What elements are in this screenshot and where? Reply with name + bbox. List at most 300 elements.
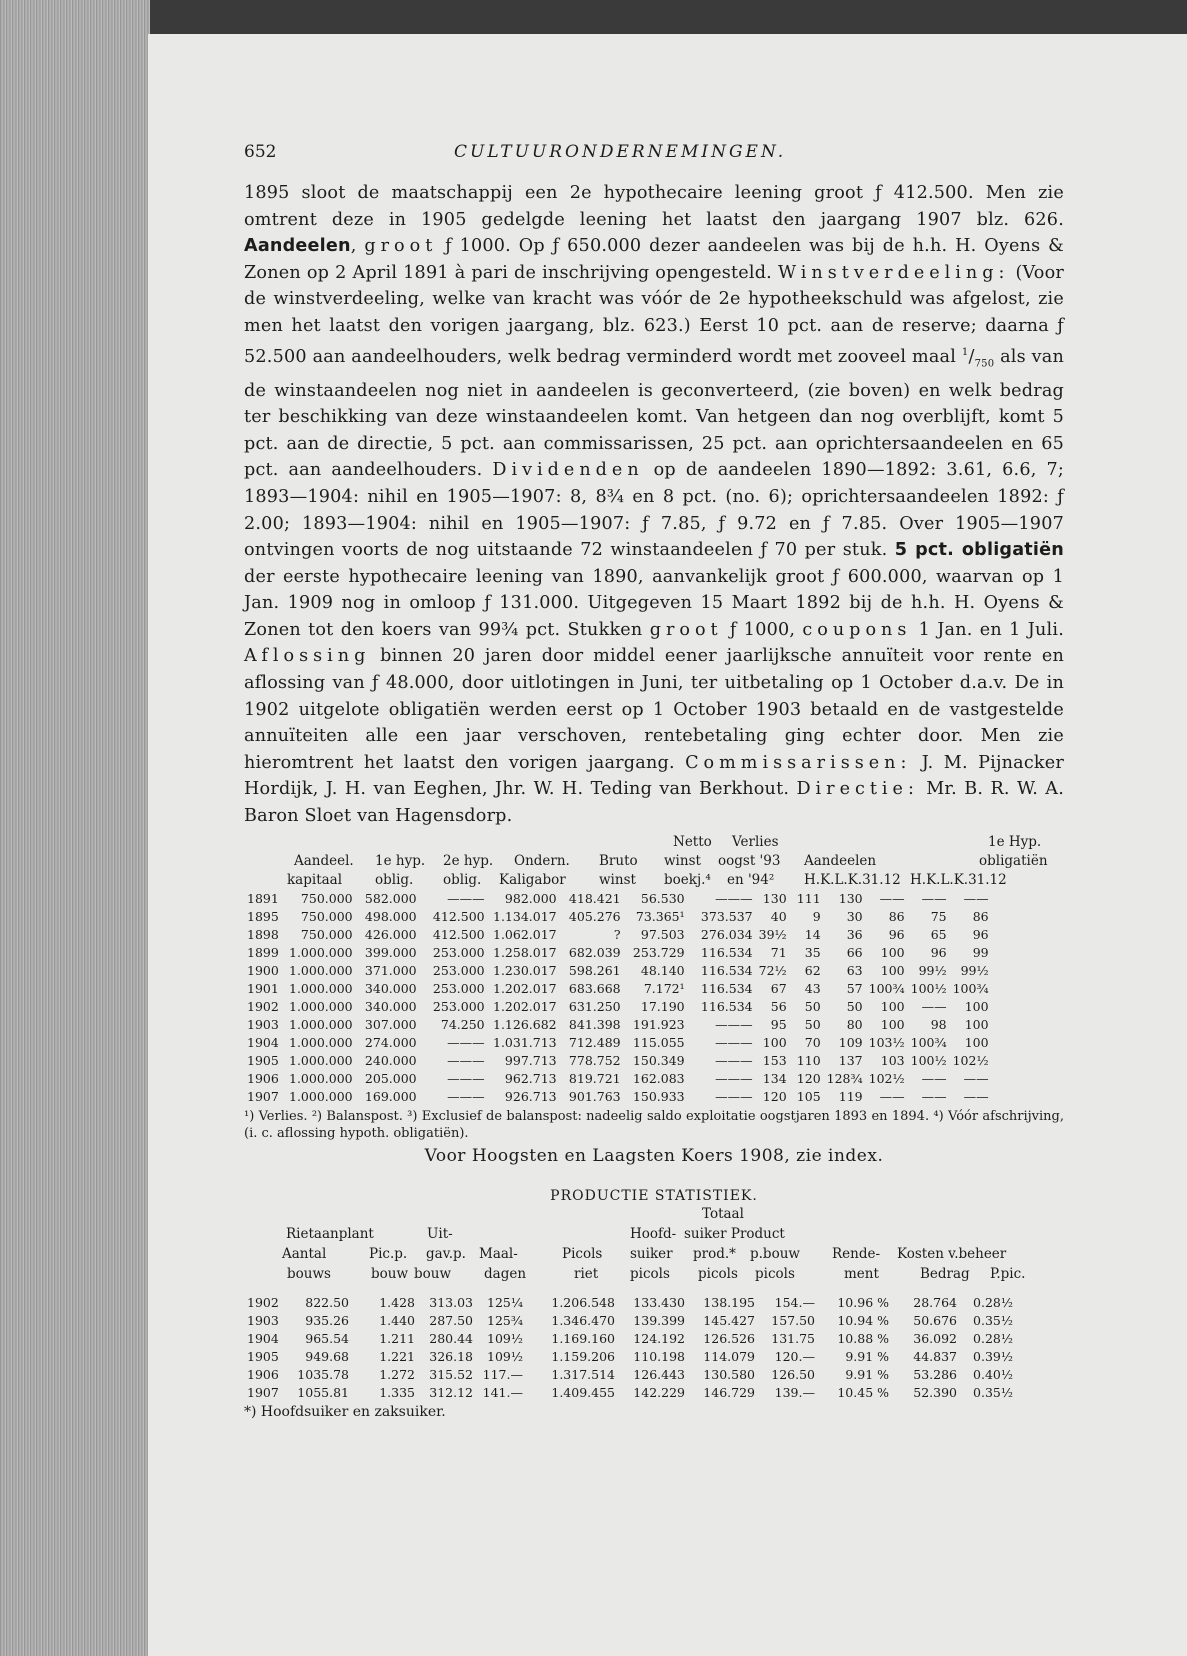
table-cell: 313.03 xyxy=(429,1294,473,1310)
table-cell: 65 xyxy=(930,926,947,942)
table-cell: 1.211 xyxy=(379,1330,415,1346)
table-cell: 819.721 xyxy=(568,1070,621,1086)
table-cell: 498.000 xyxy=(364,908,417,924)
table-cell: —— xyxy=(963,1070,989,1086)
table-row xyxy=(244,1294,1016,1312)
col-header: Pic.p. xyxy=(369,1245,408,1262)
table-row xyxy=(244,998,992,1016)
table-cell: 1.062.017 xyxy=(493,926,557,942)
col-header: boekj.⁴ xyxy=(664,871,711,888)
year-cell: 1906 xyxy=(247,1366,279,1382)
table-cell: 119 xyxy=(838,1088,863,1104)
col-header: kapitaal xyxy=(287,871,343,888)
table-cell: 276.034 xyxy=(700,926,753,942)
spaced-term-coupons: coupons xyxy=(802,619,912,640)
table-cell: 949.68 xyxy=(305,1348,349,1364)
col-header: gav.p. xyxy=(426,1245,466,1262)
table-cell: 582.000 xyxy=(364,890,417,906)
year-cell: 1900 xyxy=(247,962,279,978)
table-cell: 98 xyxy=(930,1016,947,1032)
table-cell: 120 xyxy=(796,1070,821,1086)
col-header: Kaligabor xyxy=(499,871,566,888)
table-cell: 28.764 xyxy=(913,1294,957,1310)
table-cell: 901.763 xyxy=(568,1088,621,1104)
table-cell: 1.000.000 xyxy=(289,998,353,1014)
table-row xyxy=(244,1052,992,1070)
table-cell: 307.000 xyxy=(364,1016,417,1032)
col-header: Aandeelen xyxy=(804,852,877,869)
table-cell: 162.083 xyxy=(632,1070,685,1086)
year-cell: 1906 xyxy=(247,1070,279,1086)
table-cell: 102½ xyxy=(952,1052,989,1068)
table-row xyxy=(244,980,992,998)
table-cell: 100 xyxy=(880,998,905,1014)
table-cell: 137 xyxy=(838,1052,863,1068)
table-cell: 1.206.548 xyxy=(551,1294,615,1310)
table-cell: 111 xyxy=(796,890,821,906)
production-footnote: *) Hoofdsuiker en zaksuiker. xyxy=(244,1403,446,1420)
text-run: 1 Jan. en 1 Juli. xyxy=(911,619,1064,640)
table-cell: ——— xyxy=(715,1088,753,1104)
table-cell: 110.198 xyxy=(633,1348,685,1364)
page-content xyxy=(244,132,1064,1420)
table-cell: 80 xyxy=(846,1016,863,1032)
table-cell: 120.— xyxy=(774,1348,815,1364)
table-cell: 62 xyxy=(804,962,821,978)
col-header: 2e hyp. xyxy=(443,852,494,869)
table-cell: 405.276 xyxy=(568,908,621,924)
col-header: Aandeel. xyxy=(294,852,354,869)
col-header: Ondern. xyxy=(514,852,570,869)
col-header: 1e Hyp. xyxy=(988,833,1042,850)
col-header: Hoofd- xyxy=(630,1225,677,1242)
year-cell: 1902 xyxy=(247,998,279,1014)
table-cell: 997.713 xyxy=(504,1052,557,1068)
table-cell: 0.35½ xyxy=(973,1312,1013,1328)
table-row xyxy=(244,1034,992,1052)
col-header: suiker Product xyxy=(684,1225,785,1242)
table-cell: 105 xyxy=(796,1088,821,1104)
col-header: ment xyxy=(844,1265,879,1282)
running-title: CULTUURONDERNEMINGEN. xyxy=(454,142,787,162)
year-cell: 1907 xyxy=(247,1384,279,1400)
table-cell: 0.40½ xyxy=(973,1366,1013,1382)
table-cell: 287.50 xyxy=(429,1312,473,1328)
col-header: en '94² xyxy=(727,871,775,888)
table-cell: ——— xyxy=(447,1088,485,1104)
table-row xyxy=(244,944,992,962)
table-cell: 1.202.017 xyxy=(493,980,557,996)
col-header: H.K.L.K.31.12 xyxy=(910,871,1007,888)
table-row xyxy=(244,1384,1016,1402)
table-cell: 138.195 xyxy=(703,1294,755,1310)
table-cell: 126.443 xyxy=(633,1366,685,1382)
table-cell: 30 xyxy=(846,908,863,924)
col-header: Kosten v.beheer xyxy=(897,1245,1007,1262)
table-row xyxy=(244,908,992,926)
table-cell: 191.923 xyxy=(632,1016,685,1032)
table-cell: 103 xyxy=(880,1052,905,1068)
table-cell: 110 xyxy=(796,1052,821,1068)
col-header: Maal- xyxy=(479,1245,518,1262)
table-cell: 598.261 xyxy=(568,962,621,978)
col-header: Totaal xyxy=(702,1205,744,1222)
table-cell: 114.079 xyxy=(703,1348,755,1364)
col-header: picols xyxy=(755,1265,795,1282)
table-cell: 0.28½ xyxy=(973,1330,1013,1346)
table-cell: 56.530 xyxy=(640,890,685,906)
year-cell: 1895 xyxy=(247,908,279,924)
table-cell: 153 xyxy=(762,1052,787,1068)
table-cell: 125¾ xyxy=(487,1312,523,1328)
col-header: obligatiën xyxy=(979,852,1048,869)
table-cell: —— xyxy=(879,890,905,906)
col-header: suiker xyxy=(630,1245,673,1262)
table-row xyxy=(244,926,992,944)
table-cell: 340.000 xyxy=(364,998,417,1014)
table-cell: 39½ xyxy=(758,926,787,942)
table-cell: 10.94 % xyxy=(837,1312,889,1328)
table-row xyxy=(244,1312,1016,1330)
table-cell: 56 xyxy=(770,998,787,1014)
table-cell: 103½ xyxy=(868,1034,905,1050)
table-cell: 99½ xyxy=(960,962,989,978)
book-page-edges xyxy=(0,0,150,1656)
col-header: Rietaanplant xyxy=(286,1225,374,1242)
table-cell: 86 xyxy=(972,908,989,924)
table-cell: 253.000 xyxy=(432,962,485,978)
col-header: Bedrag xyxy=(920,1265,970,1282)
table-cell: 17.190 xyxy=(640,998,685,1014)
table-cell: 130 xyxy=(762,890,787,906)
table-cell: 97.503 xyxy=(640,926,685,942)
table-cell: 130 xyxy=(838,890,863,906)
year-cell: 1903 xyxy=(247,1312,279,1328)
table-cell: 1.409.455 xyxy=(551,1384,615,1400)
table-cell: 1.000.000 xyxy=(289,1034,353,1050)
table-cell: 683.668 xyxy=(568,980,621,996)
text-run: op de aandeelen 1890—1892: 3.61, 6.6, 7; 1893—1904: nihil en 1905—1907: 8, 8¾ en 8 pct. (no. 6); oprichtersaandeelen 1892: ƒ 2.00; 1893—1904: nihil en 1905—1907: ƒ 7.85, ƒ 9.72 en ƒ 7.85. Over 1905—1907 ontvingen voorts de nog uitstaande 72 winstaandeelen ƒ 70 per stuk. xyxy=(244,460,1064,561)
col-header: oogst '93 xyxy=(718,852,781,869)
table-cell: 52.390 xyxy=(913,1384,957,1400)
table-cell: 1.000.000 xyxy=(289,1052,353,1068)
table-row xyxy=(244,1348,1016,1366)
production-table-body xyxy=(244,1294,1016,1402)
table-cell: 1.335 xyxy=(379,1384,415,1400)
table-cell: 1.000.000 xyxy=(289,944,353,960)
table-cell: 1.000.000 xyxy=(289,1070,353,1086)
col-header: Verlies xyxy=(732,833,779,850)
table-cell: 75 xyxy=(930,908,947,924)
table-cell: 253.000 xyxy=(432,998,485,1014)
table-cell: 86 xyxy=(888,908,905,924)
table-cell: 1.272 xyxy=(379,1366,415,1382)
table-cell: 116.534 xyxy=(700,980,753,996)
col-header: Netto xyxy=(673,833,712,850)
table-cell: 48.140 xyxy=(640,962,685,978)
scan-top-strip xyxy=(0,0,1187,38)
table-cell: 150.933 xyxy=(632,1088,685,1104)
table-cell: 74.250 xyxy=(440,1016,485,1032)
table-cell: 126.50 xyxy=(771,1366,815,1382)
table-cell: 373.537 xyxy=(700,908,753,924)
table-cell: 50 xyxy=(804,1016,821,1032)
table-cell: 150.349 xyxy=(632,1052,685,1068)
table-cell: 253.000 xyxy=(432,980,485,996)
table-cell: ? xyxy=(613,926,621,942)
table-cell: 102½ xyxy=(868,1070,905,1086)
table-cell: 96 xyxy=(888,926,905,942)
financial-table xyxy=(244,834,1064,1166)
table-cell: 10.45 % xyxy=(837,1384,889,1400)
table-cell: 1.000.000 xyxy=(289,962,353,978)
spaced-term-groot: groot xyxy=(649,619,723,640)
year-cell: 1901 xyxy=(247,980,279,996)
spaced-term-groot: groot xyxy=(364,236,438,257)
spaced-term-directie: Directie: xyxy=(796,779,919,800)
table-cell: ——— xyxy=(715,1052,753,1068)
table-cell: ——— xyxy=(447,1070,485,1086)
spaced-term-aflossing: Aflossing xyxy=(244,646,371,667)
table-cell: 50.676 xyxy=(913,1312,957,1328)
table-cell: —— xyxy=(963,890,989,906)
table-cell: 72½ xyxy=(758,962,787,978)
table-cell: 128¾ xyxy=(826,1070,863,1086)
table-cell: 35 xyxy=(804,944,821,960)
table-cell: 115.055 xyxy=(632,1034,685,1050)
table-cell: —— xyxy=(879,1088,905,1104)
col-header: oblig. xyxy=(443,871,482,888)
table-cell: 50 xyxy=(846,998,863,1014)
table-cell: 157.50 xyxy=(771,1312,815,1328)
table-cell: 116.534 xyxy=(700,962,753,978)
col-header: winst xyxy=(599,871,636,888)
book-page xyxy=(148,34,1187,1656)
year-cell: 1902 xyxy=(247,1294,279,1310)
text-run: binnen 20 jaren door middel eener jaarlijksche annuïteit voor rente en aflossing van ƒ 48.000, door uitlotingen in Juni, ter uitbetaling op 1 October d.a.v. De in 1902 uitgelote obligatiën werden eerst op 1 October 1903 betaald en de vastgestelde annuïteiten alle een jaar verschoven, rentebetaling ging echter door. Men zie hieromtrent het laatst den vorigen jaargang. xyxy=(244,646,1064,773)
table-cell: ——— xyxy=(447,890,485,906)
page-number: 652 xyxy=(244,142,277,162)
year-cell: 1898 xyxy=(247,926,279,942)
table-cell: 682.039 xyxy=(568,944,621,960)
koers-reference: Voor Hoogsten en Laagsten Koers 1908, zie index. xyxy=(424,1145,884,1166)
table-cell: 146.729 xyxy=(703,1384,755,1400)
table-row xyxy=(244,1088,992,1106)
table-cell: 1.428 xyxy=(379,1294,415,1310)
table-cell: 1.159.206 xyxy=(551,1348,615,1364)
year-cell: 1904 xyxy=(247,1034,279,1050)
table-cell: 133.430 xyxy=(633,1294,685,1310)
table-row xyxy=(244,1070,992,1088)
text-run: ƒ 1000, xyxy=(722,619,803,640)
financial-table-header xyxy=(244,834,1064,890)
table-cell: 154.— xyxy=(774,1294,815,1310)
table-cell: 399.000 xyxy=(364,944,417,960)
body-paragraph: 1895 sloot de maatschappij een 2e hypothecaire leening groot ƒ 412.500. Men zie omtrent deze in 1905 gedelgde leening het laatst den jaargang 1907 blz. 626. Aandeelen, groot ƒ 1000. Op ƒ 650.000 dezer aandeelen was bij de h.h. H. Oyens & Zonen op 2 April 1891 à pari de inschrijving opengesteld. Winstverdeeling: (Voor de winstverdeeling, welke van kracht was vóór de 2e hypotheekschuld was afgelost, zie men het laatst den vorigen jaargang, blz. 623.) Eerst 10 pct. aan de reserve; daarna ƒ 52.500 aan aandeelhouders, welk bedrag verminderd wordt met zooveel maal $^1/_{750}$ als van de winstaandeelen nog niet in aandeelen is geconverteerd, (zie boven) en welk bedrag ter beschikking van deze winstaandeelen komt. Van hetgeen dan nog overblijft, komt 5 pct. aan de directie, 5 pct. aan commissarissen, 25 pct. aan oprichtersaandeelen en 65 pct. aan aandeelhouders. Dividenden op de aandeelen 1890—1892: 3.61, 6.6, 7; 1893—1904: nihil en 1905—1907: 8, 8¾ en 8 pct. (no. 6); oprichtersaandeelen 1892: ƒ 2.00; 1893—1904: nihil en 1905—1907: ƒ 7.85, ƒ 9.72 en ƒ 7.85. Over 1905—1907 ontvingen voorts de nog uitstaande 72 winstaandeelen ƒ 70 per stuk. 5 pct. obligatiën der eerste hypothecaire leening van 1890, aanvankelijk groot ƒ 600.000, waarvan op 1 Jan. 1909 nog in omloop ƒ 131.000. Uitgegeven 15 Maart 1892 bij de h.h. H. Oyens & Zonen tot den koers van 99¾ pct. Stukken groot ƒ 1000, coupons 1 Jan. en 1 Juli. Aflossing binnen 20 jaren door middel eener jaarlijksche annuïteit voor rente en aflossing van ƒ 48.000, door uitlotingen in Juni, ter uitbetaling op 1 October d.a.v. De in 1902 uitgelote obligatiën werden eerst op 1 October 1903 betaald en de vastgestelde annuïteiten alle een jaar verschoven, rentebetaling ging echter door. Men zie hieromtrent het laatst den vorigen jaargang. Commissarissen: J. M. Pijnacker Hordijk, J. H. van Eeghen, Jhr. W. H. Teding van Berkhout. Directie: Mr. B. R. W. A. Baron Sloet van Hagensdorp. xyxy=(244,183,1065,827)
page-header xyxy=(244,132,1064,162)
col-header: Aantal xyxy=(282,1245,327,1262)
table-cell: 99½ xyxy=(918,962,947,978)
table-cell: 1.169.160 xyxy=(551,1330,615,1346)
text-run: ƒ 1000. Op ƒ 650.000 dezer aandeelen was bij de h.h. H. Oyens & Zonen op 2 April 1891 à pari de inschrijving opengesteld. xyxy=(244,236,1064,283)
col-header: bouws xyxy=(287,1265,331,1282)
table-cell: —— xyxy=(921,1088,947,1104)
table-cell: 9 xyxy=(812,908,821,924)
table-cell: 418.421 xyxy=(568,890,621,906)
table-cell: 109½ xyxy=(487,1348,523,1364)
year-cell: 1905 xyxy=(247,1348,279,1364)
table-cell: 145.427 xyxy=(703,1312,755,1328)
table-cell: 326.18 xyxy=(429,1348,473,1364)
col-header: H.K.L.K.31.12 xyxy=(804,871,901,888)
productie-statistiek-title: PRODUCTIE STATISTIEK. xyxy=(550,1187,758,1204)
table-cell: 53.286 xyxy=(913,1366,957,1382)
table-cell: 131.75 xyxy=(771,1330,815,1346)
table-cell: 962.713 xyxy=(504,1070,557,1086)
table-cell: 40 xyxy=(770,908,787,924)
year-cell: 1904 xyxy=(247,1330,279,1346)
table-cell: 412.500 xyxy=(432,908,485,924)
col-header: oblig. xyxy=(375,871,414,888)
table-cell: 100 xyxy=(964,1034,989,1050)
table-cell: ——— xyxy=(447,1034,485,1050)
spaced-term-commissarissen: Commissarissen: xyxy=(685,752,912,773)
table-cell: 71 xyxy=(770,944,787,960)
table-cell: 50 xyxy=(804,998,821,1014)
table-cell: 1.134.017 xyxy=(493,908,557,924)
table-cell: 0.28½ xyxy=(973,1294,1013,1310)
table-cell: ——— xyxy=(715,1016,753,1032)
table-cell: 73.365¹ xyxy=(635,908,685,924)
table-cell: 926.713 xyxy=(504,1088,557,1104)
year-cell: 1907 xyxy=(247,1088,279,1104)
table-cell: 982.000 xyxy=(504,890,557,906)
table-cell: 100½ xyxy=(910,1052,947,1068)
table-cell: ——— xyxy=(715,1034,753,1050)
fraction-numerator: 1 xyxy=(961,346,969,358)
table-notes: ¹) Verlies. ²) Balanspost. ³) Exclusief de balanspost: nadeelig saldo exploitatie oogstjaren 1893 en 1894. ⁴) Vóór afschrijving, (i. c. aflossing hypoth. obligatiën). xyxy=(244,1108,1064,1141)
col-header: Picols xyxy=(562,1245,603,1262)
table-cell: 109 xyxy=(838,1034,863,1050)
year-cell: 1899 xyxy=(247,944,279,960)
table-cell: 253.729 xyxy=(632,944,685,960)
col-header: bouw xyxy=(414,1265,452,1282)
table-cell: 1.202.017 xyxy=(493,998,557,1014)
year-cell: 1891 xyxy=(247,890,279,906)
table-cell: 426.000 xyxy=(364,926,417,942)
text-run: als van de winstaandeelen nog niet in aandeelen is geconverteerd, (zie boven) en welk bedrag ter beschikking van deze winstaandeelen komt. Van hetgeen dan nog overblijft, komt 5 pct. aan de directie, 5 pct. aan commissarissen, 25 pct. aan oprichtersaandeelen en 65 pct. aan aandeelhouders. xyxy=(244,346,1064,481)
table-cell: 120 xyxy=(762,1088,787,1104)
table-cell: 67 xyxy=(770,980,787,996)
text-run: 1895 sloot de maatschappij een 2e hypothecaire leening groot ƒ 412.500. Men zie omtrent deze in 1905 gedelgde leening het laatst den jaargang 1907 blz. 626. xyxy=(244,183,1064,230)
table-cell: 139.— xyxy=(774,1384,815,1400)
col-header: bouw xyxy=(371,1265,409,1282)
col-header: winst xyxy=(664,852,701,869)
financial-table-body xyxy=(244,890,992,1106)
table-cell: 240.000 xyxy=(364,1052,417,1068)
table-row xyxy=(244,890,992,908)
table-cell: 36 xyxy=(846,926,863,942)
table-cell: 1.000.000 xyxy=(289,1088,353,1104)
table-cell: 36.092 xyxy=(913,1330,957,1346)
table-cell: 1.031.713 xyxy=(493,1034,557,1050)
table-cell: 43 xyxy=(804,980,821,996)
col-header: p.bouw xyxy=(750,1245,800,1262)
table-cell: 965.54 xyxy=(305,1330,349,1346)
table-cell: 1.258.017 xyxy=(493,944,557,960)
spaced-term-dividenden: Dividenden xyxy=(492,460,644,481)
col-header: picols xyxy=(630,1265,670,1282)
table-cell: —— xyxy=(921,890,947,906)
table-cell: 412.500 xyxy=(432,926,485,942)
table-cell: 1035.78 xyxy=(297,1366,349,1382)
table-cell: 10.88 % xyxy=(837,1330,889,1346)
table-cell: 340.000 xyxy=(364,980,417,996)
table-cell: 116.534 xyxy=(700,944,753,960)
table-cell: 109½ xyxy=(487,1330,523,1346)
table-cell: 371.000 xyxy=(364,962,417,978)
table-cell: 280.44 xyxy=(429,1330,473,1346)
table-cell: 312.12 xyxy=(429,1384,473,1400)
table-cell: 315.52 xyxy=(429,1366,473,1382)
table-cell: 100 xyxy=(964,998,989,1014)
col-header: Rende- xyxy=(832,1245,881,1262)
col-header: P.pic. xyxy=(990,1265,1026,1282)
year-cell: 1903 xyxy=(247,1016,279,1032)
table-cell: 935.26 xyxy=(305,1312,349,1328)
table-cell: 1.000.000 xyxy=(289,980,353,996)
table-cell: 96 xyxy=(930,944,947,960)
table-cell: 134 xyxy=(762,1070,787,1086)
col-header: Bruto xyxy=(599,852,638,869)
table-cell: —— xyxy=(963,1088,989,1104)
table-cell: 130.580 xyxy=(703,1366,755,1382)
table-cell: 822.50 xyxy=(305,1294,349,1310)
table-cell: 169.000 xyxy=(364,1088,417,1104)
table-cell: 841.398 xyxy=(568,1016,621,1032)
text-run: Mr. B. R. W. A. Baron Sloet van Hagensdorp. xyxy=(244,779,1064,827)
table-row xyxy=(244,1366,1016,1384)
table-cell: 124.192 xyxy=(633,1330,685,1346)
table-cell: 100¾ xyxy=(910,1034,947,1050)
table-cell: 750.000 xyxy=(300,908,353,924)
table-cell: 139.399 xyxy=(633,1312,685,1328)
table-cell: 253.000 xyxy=(432,944,485,960)
col-header: dagen xyxy=(484,1265,527,1282)
table-cell: 117.— xyxy=(482,1366,523,1382)
table-cell: 750.000 xyxy=(300,926,353,942)
table-cell: 778.752 xyxy=(568,1052,621,1068)
table-row xyxy=(244,1330,1016,1348)
table-cell: ——— xyxy=(715,890,753,906)
table-cell: 44.837 xyxy=(913,1348,957,1364)
table-cell: ——— xyxy=(447,1052,485,1068)
table-cell: 116.534 xyxy=(700,998,753,1014)
spaced-term-winstverdeeling: Winstverdeeling: xyxy=(777,262,1010,283)
table-cell: 10.96 % xyxy=(837,1294,889,1310)
table-cell: 63 xyxy=(846,962,863,978)
table-cell: 7.172¹ xyxy=(643,980,685,996)
heading-aandeelen: Aandeelen xyxy=(244,236,351,257)
table-cell: 66 xyxy=(846,944,863,960)
table-cell: 1.440 xyxy=(379,1312,415,1328)
year-cell: 1905 xyxy=(247,1052,279,1068)
table-cell: 9.91 % xyxy=(845,1366,889,1382)
col-header: picols xyxy=(698,1265,738,1282)
col-header: riet xyxy=(574,1265,599,1282)
table-cell: 631.250 xyxy=(568,998,621,1014)
table-cell: 1.317.514 xyxy=(551,1366,615,1382)
